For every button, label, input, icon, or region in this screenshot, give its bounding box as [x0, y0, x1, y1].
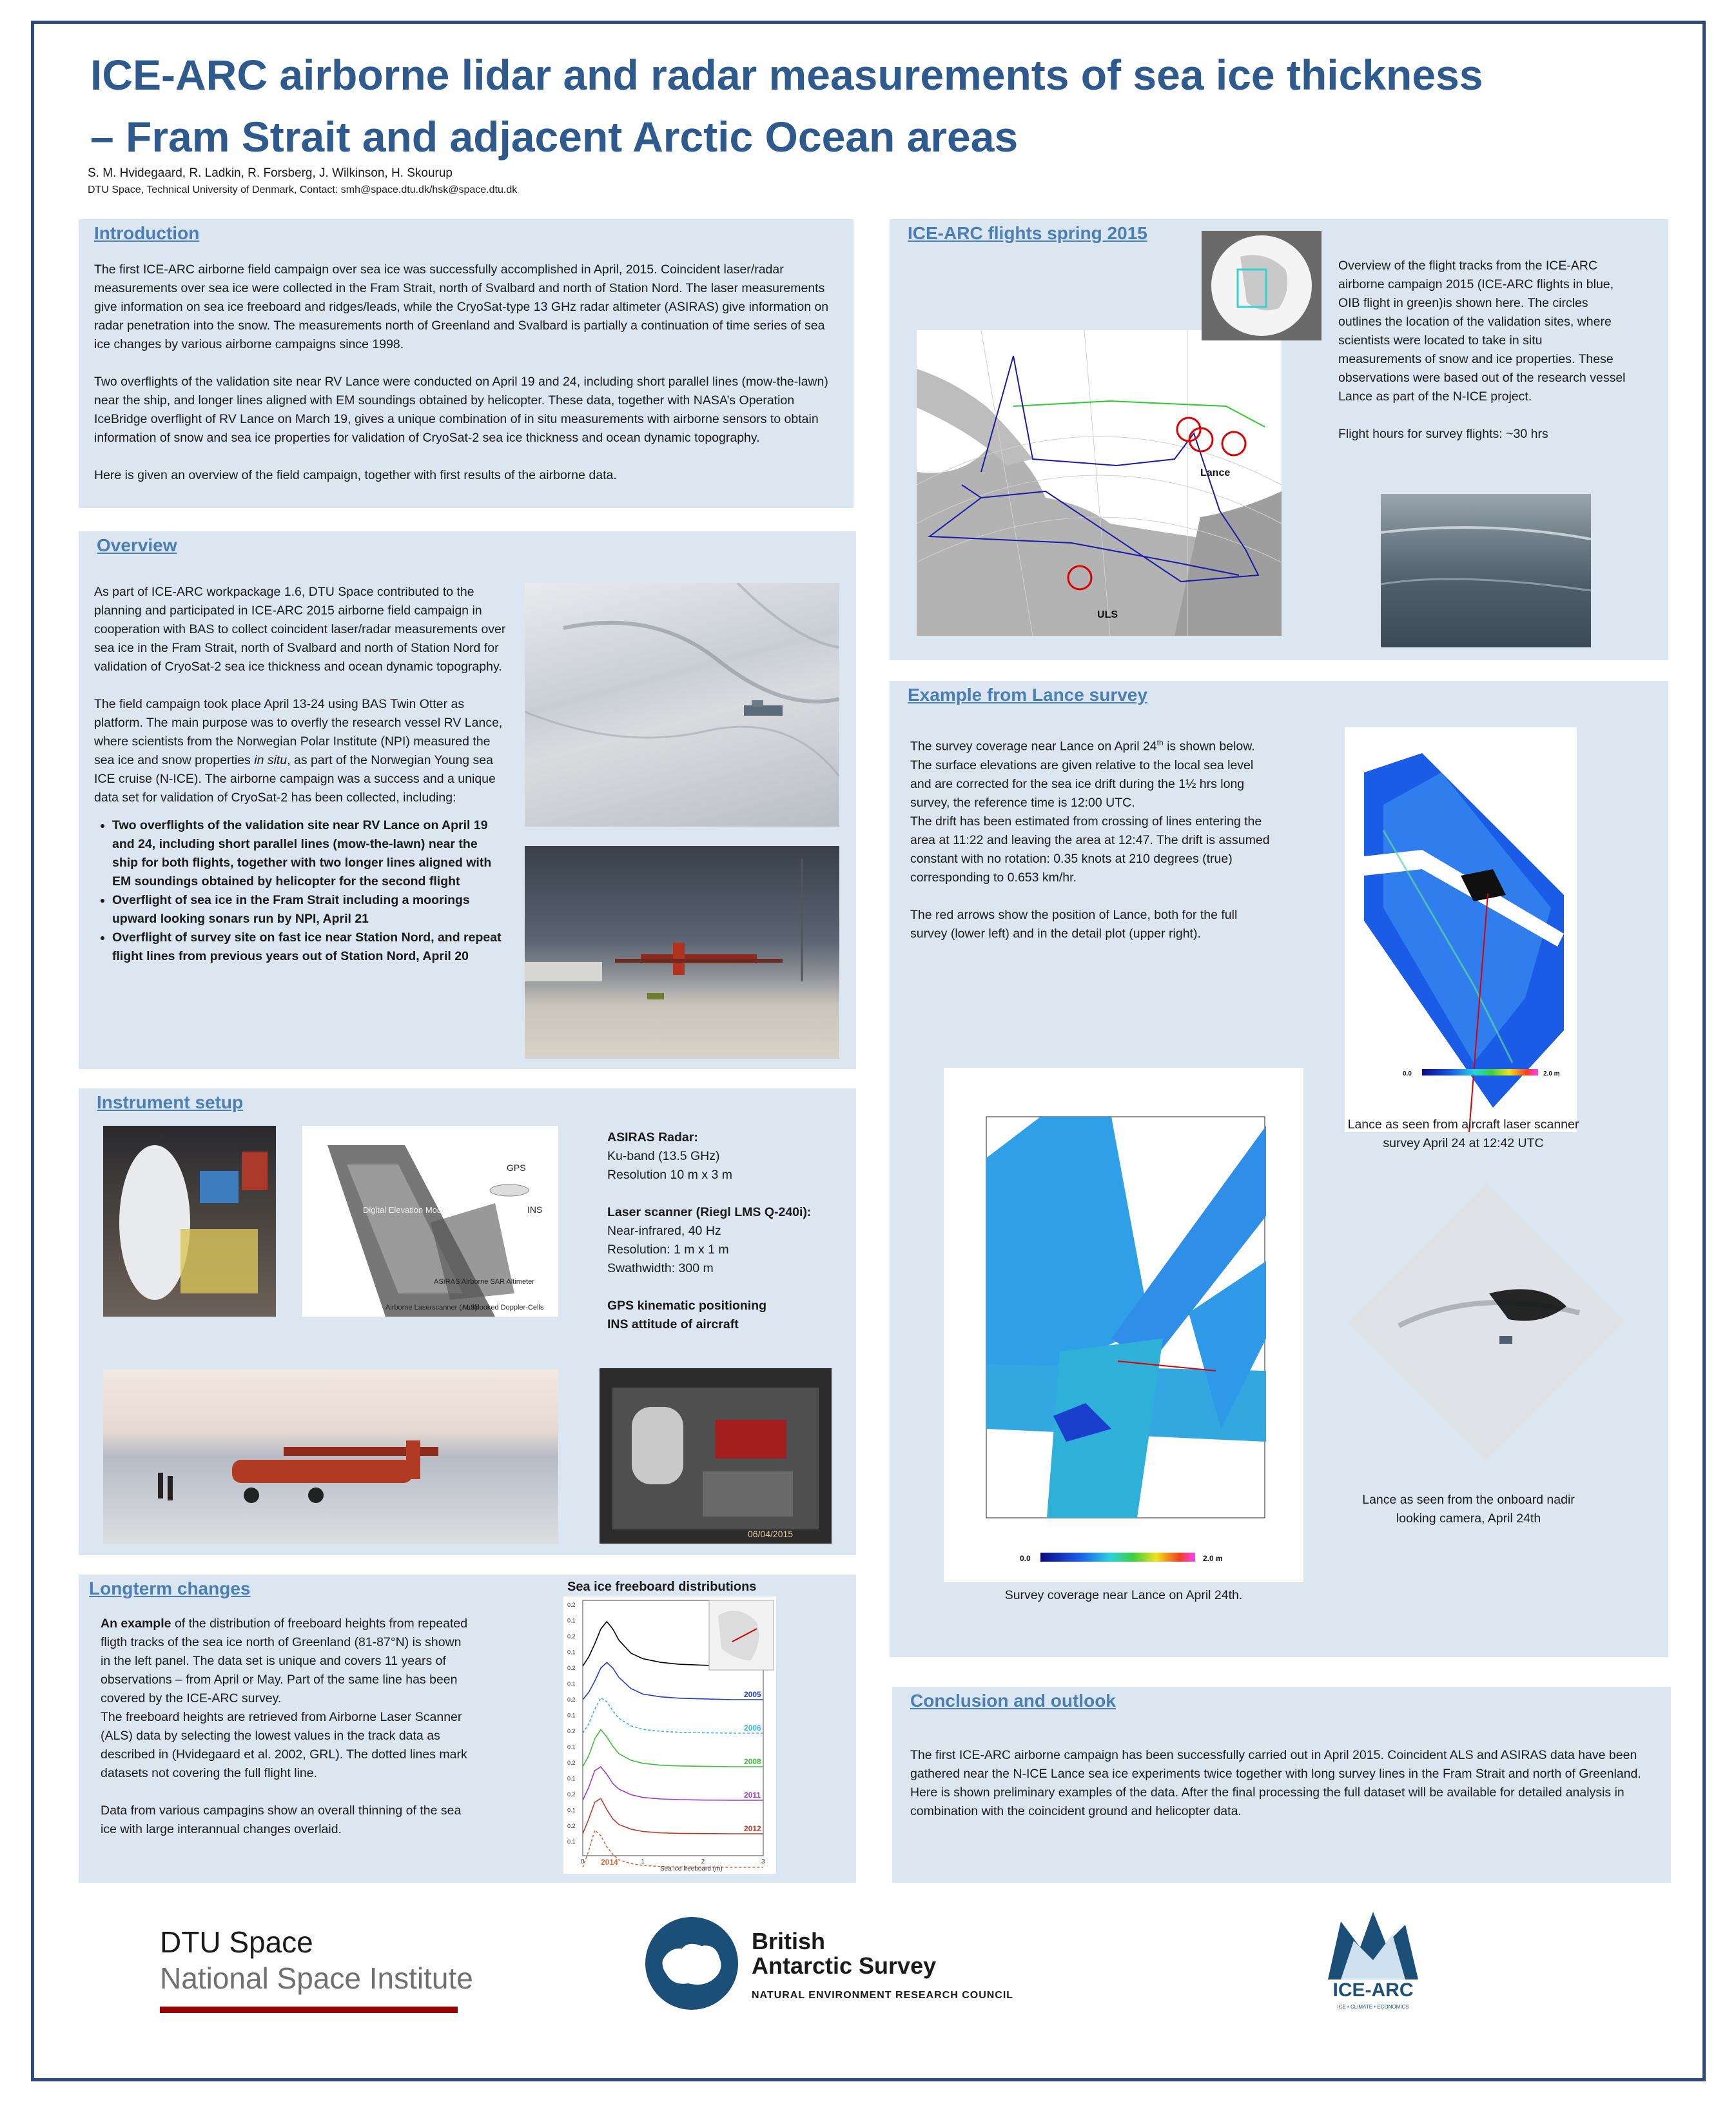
aircraft-interior-photo	[103, 1126, 276, 1317]
introduction-panel	[79, 219, 853, 508]
list-item: • Overflight of sea ice in the Fram Strait including a moorings upward looking sonars run by NPI, April 21	[112, 891, 507, 928]
chart-y-tick-label: 0.2	[567, 1696, 576, 1703]
series-label-2006: 2006	[744, 1724, 761, 1733]
flights-desc-text: Overview of the flight tracks from the ICE-ARC airborne campaign 2015 (ICE-ARC flights in blue, OIB flight in green)is shown here. The circles outlines the location of the validation sites, where scientists were located to take in situ measurements of snow and ice properties. These observations were based out of the research vessel Lance as part of the N-ICE project.	[1338, 259, 1626, 404]
bas-logo-line-1: British	[752, 1928, 826, 1954]
chart-y-tick-label: 0.1	[567, 1807, 576, 1814]
instrument-specs	[607, 1128, 846, 1334]
instrument-geometry-diagram	[302, 1126, 558, 1317]
overview-paragraph-1: As part of ICE-ARC workpackage 1.6, DTU Space contributed to the planning and participated in ICE-ARC 2015 airborne field campaign in cooperation with BAS to collect coincident laser/radar measurements over sea ice in the Fram Strait, north of Svalbard and north of Station Nord for validation of CryoSat-2 sea ice thickness and ocean dynamic topography.	[94, 585, 506, 674]
asiras-frequency: Ku-band (13.5 GHz)	[607, 1149, 720, 1163]
instrument-panel	[79, 1088, 856, 1555]
lance-map-label: Lance	[1200, 467, 1231, 478]
ins-label: INS	[527, 1204, 543, 1215]
detail-plot-svg	[1345, 727, 1577, 1132]
lance-heading: Example from Lance survey	[908, 685, 1147, 705]
twin-otter-ground-photo	[525, 846, 839, 1059]
chart-x-tick-label: 1	[641, 1858, 645, 1865]
bas-logo-line-3: NATURAL ENVIRONMENT RESEARCH COUNCIL	[752, 1990, 1014, 2001]
doppler-label: Multilooked Doppler-Cells	[463, 1304, 544, 1311]
longterm-paragraph-2: The freeboard heights are retrieved from Airborne Laser Scanner (ALS) data by selecting the lowest values in the track data as described in (Hvidegaard et al. 2002, GRL). The dotted lines mark datasets not covering the full flight line.	[101, 1710, 467, 1780]
dtu-logo	[160, 1924, 495, 2014]
instrument-heading: Instrument setup	[97, 1092, 244, 1112]
list-item: • Overflight of survey site on fast ice near Station Nord, and repeat flight lines from previous years out of Station Nord, April 20	[112, 928, 507, 966]
chart-y-tick-label: 0.1	[567, 1743, 576, 1751]
dtu-logo-line-1: DTU Space	[160, 1925, 313, 1959]
longterm-panel	[79, 1575, 856, 1883]
chart-x-tick-label: 3	[761, 1858, 765, 1865]
freeboard-series-2011	[583, 1767, 763, 1800]
nadir-photo-svg	[1347, 1184, 1624, 1461]
chart-y-tick-label: 0.2	[567, 1665, 576, 1671]
chart-y-tick-label: 0.1	[567, 1775, 576, 1782]
gps-line: GPS kinematic positioning	[607, 1299, 767, 1313]
flight-map-svg	[917, 330, 1282, 636]
freeboard-chart	[563, 1596, 776, 1874]
freeboard-chart-svg	[563, 1596, 776, 1874]
chart-y-tick-label: 0.1	[567, 1712, 576, 1719]
chart-y-tick-label: 0.1	[567, 1617, 576, 1624]
caption-survey: Survey coverage near Lance on April 24th.	[1004, 1588, 1243, 1602]
lance-paragraph-2: The drift has been estimated from crossing of lines entering the area at 11:22 and leaving the area at 12:47. The drift is assumed constant with no rotation: 0.35 knots at 210 degrees (true) corresponding to 0.653 km/hr.	[910, 814, 1270, 885]
caption-camera: Lance as seen from the onboard nadir looking camera, April 24th	[1362, 1493, 1575, 1526]
series-label-2014: 2014	[601, 1858, 618, 1867]
survey-plot-svg	[944, 1068, 1303, 1582]
list-item: • Two overflights of the validation site near RV Lance on April 19 and 24, including short parallel lines (mow-the-lawn) near the ship for both flights, together with two longer lines aligned with EM soundings obtained by helicopter for the second flight	[112, 816, 507, 891]
asiras-resolution: Resolution 10 m x 3 m	[607, 1168, 733, 1182]
flights-panel	[890, 219, 1668, 660]
detail-scale-max: 2.0 m	[1543, 1070, 1560, 1077]
lance-panel	[890, 681, 1668, 1657]
lance-text	[910, 734, 1271, 943]
introduction-text	[94, 260, 835, 485]
geometry-drawing	[302, 1126, 558, 1317]
twin-otter-ice-drawing	[103, 1370, 558, 1544]
series-label-2005: 2005	[744, 1690, 761, 1699]
conclusion-heading: Conclusion and outlook	[910, 1691, 1116, 1711]
chart-y-tick-label: 0.2	[567, 1728, 576, 1734]
asiras-title: ASIRAS Radar:	[607, 1130, 698, 1144]
conclusion-text: The first ICE-ARC airborne campaign has been successfully carried out in April 2015. Coincident ALS and ASIRAS data have been gathered near the N-ICE Lance sea ice experiments twice together with long survey lines in the Fram Strait and north of Greenland. Here is shown preliminary examples of the data. After the final processing the full dataset will be available for detailed analysis in combination with the coincident ground and helicopter data.	[910, 1748, 1641, 1818]
arctic-inset-svg	[1202, 231, 1322, 340]
chart-y-tick-label: 0.2	[567, 1760, 576, 1766]
icearc-logo-subtext: ICE • CLIMATE • ECONOMICS	[1337, 2004, 1409, 2010]
series-label-2012: 2012	[744, 1824, 761, 1833]
authors: S. M. Hvidegaard, R. Ladkin, R. Forsberg, J. Wilkinson, H. Skourup	[88, 166, 453, 180]
series-label-2011: 2011	[744, 1791, 761, 1800]
arctic-inset-map	[1202, 231, 1322, 340]
sea-ice-lead-photo	[525, 583, 839, 827]
chart-x-tick-label: 0	[581, 1858, 585, 1865]
ins-line: INS attitude of aircraft	[607, 1317, 739, 1331]
freeboard-series-2006	[583, 1698, 763, 1733]
laser-title: Laser scanner (Riegl LMS Q-240i):	[607, 1205, 812, 1219]
freeboard-series-2008	[583, 1729, 763, 1767]
ice-lead-drawing	[525, 583, 839, 827]
laser-resolution: Resolution: 1 m x 1 m	[607, 1243, 729, 1257]
overview-text	[94, 583, 507, 966]
aerial-drawing	[1381, 494, 1591, 647]
twin-otter-ice-photo	[103, 1370, 558, 1544]
survey-scale-min: 0.0	[1020, 1554, 1031, 1563]
flights-heading: ICE-ARC flights spring 2015	[908, 223, 1147, 243]
bas-logo	[643, 1915, 1056, 2012]
chart-x-tick-label: 2	[701, 1858, 705, 1865]
asiras-diagram-label: ASIRAS Airborne SAR Altimeter	[434, 1278, 534, 1286]
lance-survey-coverage-plot	[944, 1068, 1303, 1582]
overview-panel	[79, 531, 856, 1069]
intro-paragraph-3: Here is given an overview of the field campaign, together with first results of the airborne data.	[94, 468, 617, 482]
sea-ice-aerial-photo	[1381, 494, 1591, 647]
chart-y-tick-label: 0.2	[567, 1823, 576, 1829]
flight-hours: Flight hours for survey flights: ~30 hrs	[1338, 427, 1548, 441]
longterm-paragraph-3: Data from various campagins show an overall thinning of the sea ice with large interannual changes overlaid.	[101, 1803, 462, 1836]
conclusion-panel	[892, 1687, 1671, 1883]
overview-paragraph-2: The field campaign took place April 13-24 using BAS Twin Otter as platform. The main purpose was to overfly the research vessel RV Lance, where scientists from the Norwegian Polar Institute (NPI) measured the sea ice and snow properties in situ, as part of the Norwegian Young sea ICE cruise (N-ICE). The airborne campaign was a success and a unique data set for validation of CryoSat-2 has been collected, including:	[94, 697, 503, 805]
freeboard-series-2012	[583, 1798, 763, 1834]
intro-paragraph-1: The first ICE-ARC airborne field campaign over sea ice was successfully accomplished in April, 2015. Coincident laser/radar measurements over sea ice were collected in the Fram Strait, north of Svalbard and north of Station Nord. The laser measurements give information on sea ice freeboard and ridges/leads, while the CryoSat-type 13 GHz radar altimeter (ASIRAS) give information on radar penetration into the snow. The measurements north of Greenland and Svalbard is partially a continuation of time series of sea ice changes by various airborne campaigns since 1998.	[94, 262, 829, 351]
detail-scale-min: 0.0	[1403, 1070, 1412, 1077]
twin-otter-drawing	[525, 846, 839, 1059]
survey-scale-max: 2.0 m	[1203, 1554, 1223, 1563]
dem-label: Digital Elevation Model	[363, 1205, 449, 1215]
affiliation: DTU Space, Technical University of Denmark, Contact: smh@space.dtu.dk/hsk@space.dtu.dk	[88, 184, 518, 195]
series-label-2008: 2008	[744, 1757, 761, 1766]
longterm-heading: Longterm changes	[89, 1578, 251, 1598]
icearc-logo-text: ICE-ARC	[1332, 1979, 1414, 2001]
bas-logo-emblem	[643, 1915, 740, 2012]
chart-y-tick-label: 0.1	[567, 1838, 576, 1845]
interior-drawing	[103, 1126, 276, 1317]
chart-y-tick-label: 0.2	[567, 1633, 576, 1640]
title-line-2: – Fram Strait and adjacent Arctic Ocean areas	[90, 113, 1019, 161]
gps-label: GPS	[507, 1163, 526, 1173]
chart-title: Sea ice freeboard distributions	[567, 1580, 757, 1594]
laser-band: Near-infrared, 40 Hz	[607, 1224, 721, 1238]
photo-date: 06/04/2015	[748, 1529, 794, 1539]
rack-drawing	[600, 1368, 832, 1544]
overview-heading: Overview	[97, 535, 177, 555]
intro-paragraph-2: Two overflights of the validation site near RV Lance were conducted on April 19 and 24, including short parallel lines (mow-the-lawn) near the ship, and longer lines aligned with EM soundings obtained by helicopter. These data, together with NASA’s Operation IceBridge overflight of RV Lance on March 19, gives a unique combination of in situ measurements with airborne sensors to obtain information of snow and sea ice properties for validation of CryoSat-2 sea ice thickness and ocean dynamic topography.	[94, 375, 828, 445]
flights-description	[1338, 257, 1628, 444]
title-line-1: ICE-ARC airborne lidar and radar measurements of sea ice thickness	[90, 51, 1483, 99]
poster-title	[90, 44, 1483, 168]
longterm-text	[101, 1615, 468, 1839]
icearc-logo-emblem	[1322, 1909, 1425, 1986]
als-diagram-label: Airborne Laserscanner (ALS)	[385, 1304, 478, 1311]
chart-y-tick-label: 0.1	[567, 1649, 576, 1656]
uls-map-label: ULS	[1097, 609, 1118, 620]
longterm-paragraph-1: An example of the distribution of freeboard heights from repeated fligth tracks of the sea ice north of Greenland (81-87°N) is shown in the left panel. The data set is unique and covers 11 years of observations – from April or May. Part of the same line has been covered by the ICE-ARC survey.	[101, 1616, 468, 1705]
nadir-camera-photo	[1347, 1184, 1624, 1461]
overview-bullet-list	[94, 816, 507, 966]
chart-xlabel: Sea ice freeboard (m)	[660, 1865, 723, 1872]
chart-y-tick-label: 0.2	[567, 1602, 576, 1608]
icearc-logo	[1322, 1909, 1425, 2018]
chart-y-tick-label: 0.2	[567, 1791, 576, 1798]
caption-scanner: Lance as seen from aircraft laser scanner survey April 24 at 12:42 UTC	[1347, 1117, 1579, 1150]
bas-logo-line-2: Antarctic Survey	[752, 1952, 937, 1979]
dtu-logo-bar	[160, 2007, 458, 2013]
lance-scanner-detail-plot	[1345, 727, 1577, 1132]
chart-y-tick-label: 0.1	[567, 1680, 576, 1687]
flight-track-map	[917, 330, 1282, 636]
lance-paragraph-1: The survey coverage near Lance on April 24th is shown below. The surface elevations are given relative to the local sea level and are corrected for the sea ice drift during the 1½ hrs long survey, the reference time is 12:00 UTC.	[910, 738, 1255, 810]
lance-paragraph-3: The red arrows show the position of Lance, both for the full survey (lower left) and in the detail plot (upper right).	[910, 907, 1238, 941]
instrument-rack-photo	[600, 1368, 832, 1544]
introduction-heading: Introduction	[94, 223, 200, 243]
dtu-logo-line-2: National Space Institute	[160, 1961, 473, 1995]
laser-swathwidth: Swathwidth: 300 m	[607, 1261, 714, 1275]
